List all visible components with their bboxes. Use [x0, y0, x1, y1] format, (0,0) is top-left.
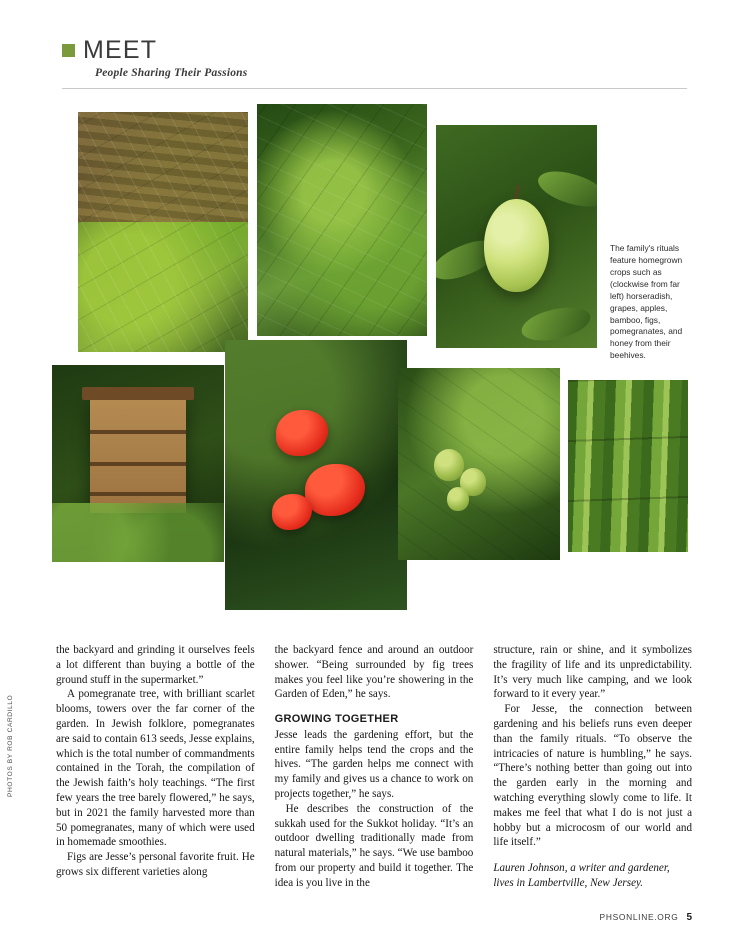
apple-photo-image — [436, 125, 597, 348]
masthead — [62, 38, 482, 79]
bamboo-nodes — [568, 380, 688, 552]
pomegranate-photo-image — [225, 340, 407, 610]
website-label: PHSONLINE.ORG — [599, 912, 679, 922]
leaf-veins — [78, 112, 248, 352]
page-footer — [600, 912, 692, 923]
page-number: 5 — [686, 912, 692, 923]
paragraph: the backyard fence and around an outdoor shower. “Being surrounded by fig trees makes you feel like you’re showering in the Garden of Eden,” he says. — [274, 644, 474, 701]
horseradish-photo-image — [78, 112, 248, 352]
article-body — [56, 643, 692, 891]
section-heading: GROWING TOGETHER — [274, 713, 399, 726]
hive-band — [90, 492, 186, 496]
page-title: MEET — [83, 36, 158, 64]
beehive-photo-image — [52, 365, 224, 562]
fig-fruit — [447, 487, 469, 511]
hive-band — [90, 462, 186, 466]
fig-fruit — [434, 449, 464, 481]
paragraph: the backyard and grinding it ourselves feels a lot different than buying a bottle of the ground stuff in the supermarket.” — [56, 644, 255, 686]
apple-fruit — [484, 199, 548, 293]
green-square-icon — [62, 44, 75, 57]
text-column-1 — [56, 643, 255, 891]
masthead-subtitle: People Sharing Their Passions — [95, 67, 248, 79]
paragraph: structure, rain or shine, and it symbolizes the fragility of life and its unpredictability. It’s very much like camping, and we look forward to it every year.” — [493, 644, 693, 701]
paragraph: He describes the construction of the sukkah used for the Sukkot holiday. “It’s an outdoor dwelling traditionally made from natural materials,” he says. “We use bamboo from our property and build it together. The idea is you live in the — [274, 802, 474, 889]
photo-caption: The family's rituals feature homegrown crops such as (clockwise from far left) horseradish, grapes, apples, bamboo, figs, pomegranates, and honey from their beehives. — [610, 243, 683, 361]
bamboo-photo-image — [568, 380, 688, 552]
leaf-shape — [519, 304, 592, 343]
leaf-shape — [534, 162, 597, 216]
photo-credit: PHOTOS BY ROB CARDILLO — [7, 694, 14, 797]
leaf-veins — [257, 104, 427, 336]
figs-photo-image — [398, 368, 560, 560]
text-column-2 — [275, 643, 474, 891]
grape-leaves-photo — [257, 104, 427, 336]
leaf-veins — [398, 368, 560, 560]
paragraph: A pomegranate tree, with brilliant scarlet blooms, towers over the far corner of the garden. In Jewish folklore, pomegranates are said to contain 613 seeds, Jesse explains, which is the total number of commandments contained in the Torah, the compilation of the Jewish faith’s holy teachings. “The first few years the tree barely flowered,” he says, but in 2021 the family harvested more than 50 pomegranates, many of which were used in homemade smoothies. — [56, 688, 255, 849]
author-byline: Lauren Johnson, a writer and gardener, lives in Lambertville, New Jersey. — [493, 862, 670, 889]
masthead-title-row — [62, 38, 482, 63]
pomegranate-blossom — [305, 464, 365, 516]
pomegranate-blossom — [276, 410, 328, 456]
text-column-3 — [493, 643, 692, 891]
figs-photo — [398, 368, 560, 560]
pomegranate-blossom — [272, 494, 312, 530]
horseradish-photo — [78, 112, 248, 352]
hive-band — [90, 430, 186, 434]
foliage — [52, 503, 224, 562]
pomegranate-flower-photo — [225, 340, 407, 610]
paragraph: Figs are Jesse’s personal favorite fruit. He grows six different varieties along — [56, 851, 255, 878]
grape-leaves-photo-image — [257, 104, 427, 336]
beehive-box — [90, 398, 186, 512]
paragraph: Jesse leads the gardening effort, but the entire family helps tend the crops and the hives. “The garden helps me connect with my family and gives us a chance to work on projects together,” he says. — [274, 728, 474, 801]
masthead-divider — [62, 88, 687, 89]
bamboo-photo — [568, 380, 688, 552]
beehive-photo — [52, 365, 224, 562]
paragraph: For Jesse, the connection between gardening and his beliefs runs even deeper than the family rituals. “To observe the intricacies of nature is humbling,” he says. “There’s nothing better than going out into the garden early in the morning and watching everything slowly come to life. It makes me feel that what I do is not just a hobby but a microcosm of our world and life itself.” — [493, 703, 693, 849]
apple-photo — [436, 125, 597, 348]
